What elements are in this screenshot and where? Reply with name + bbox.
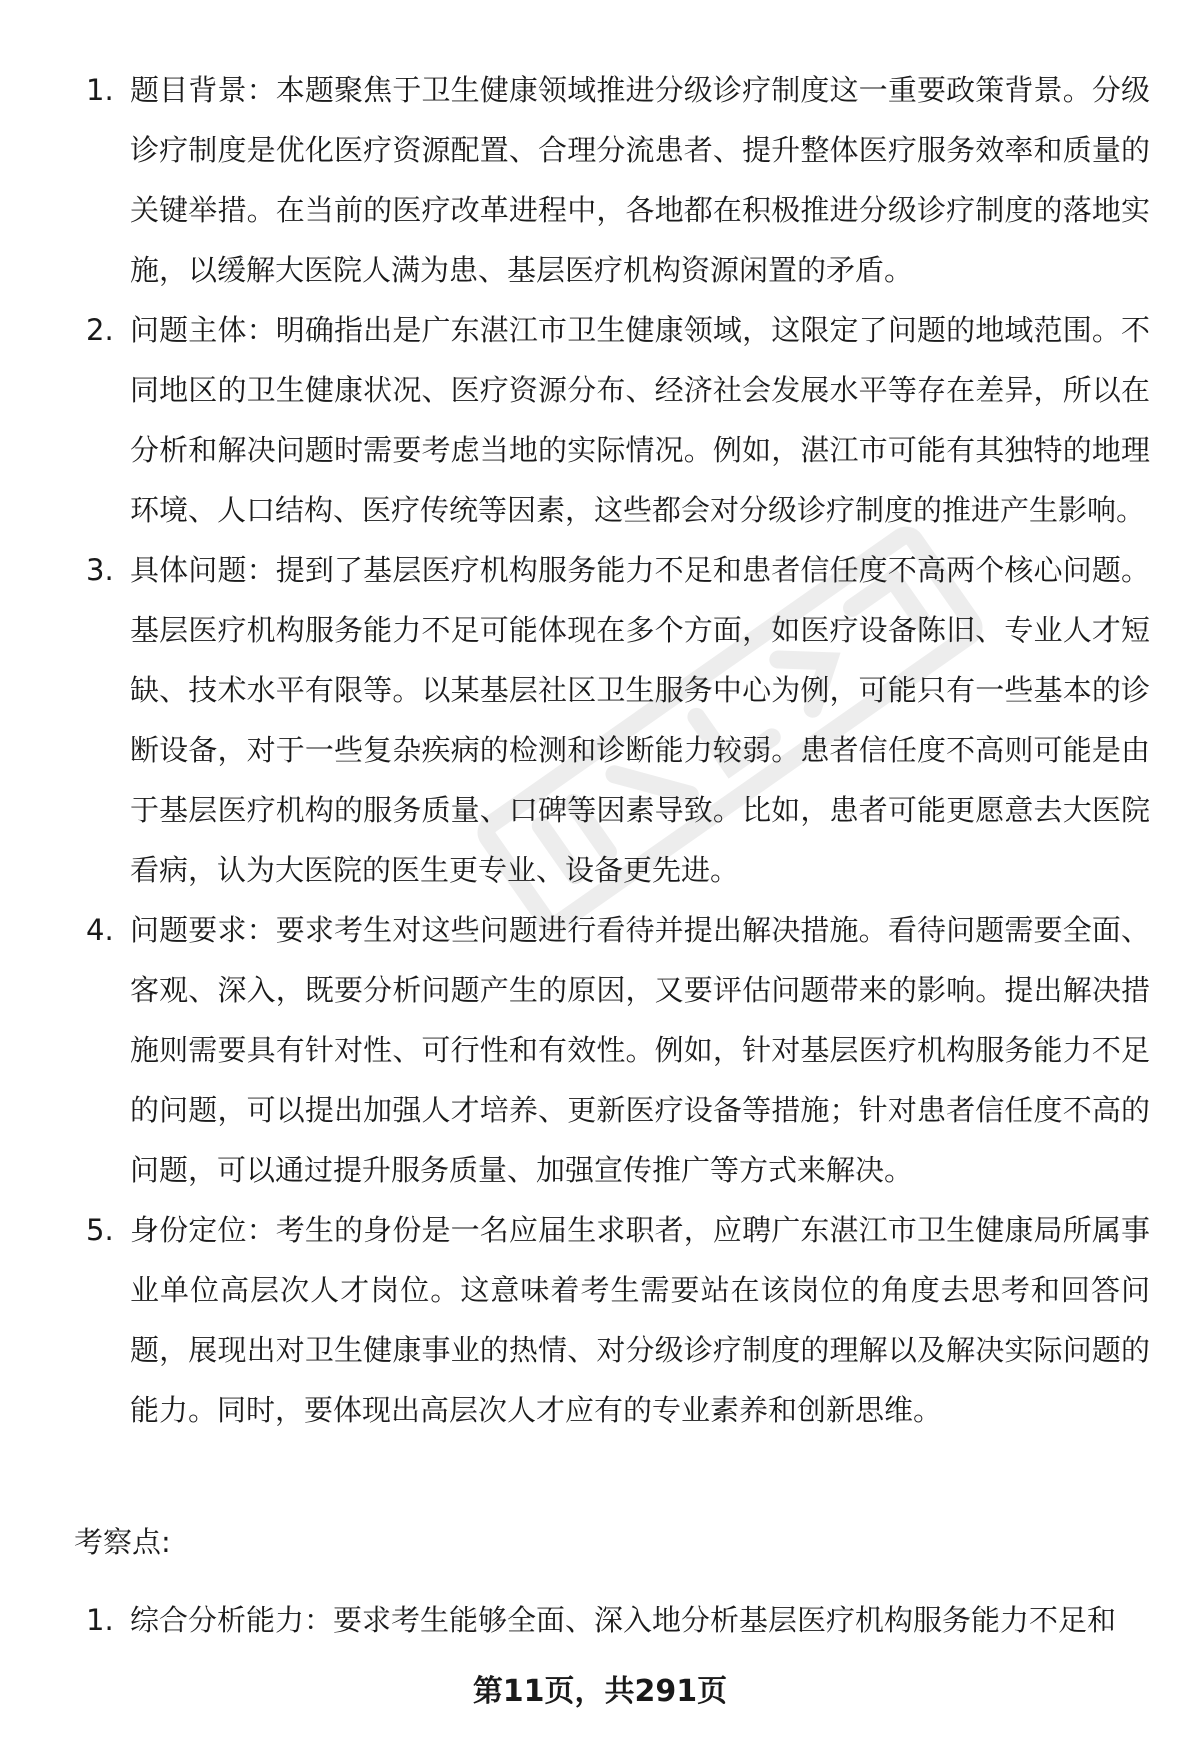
item-number: 2.: [86, 313, 114, 347]
item-number: 5.: [86, 1213, 114, 1247]
item-text: 问题主体：明确指出是广东湛江市卫生健康领域，这限定了问题的地域范围。不同地区的卫生健康状况、医疗资源分布、经济社会发展水平等存在差异，所以在分析和解决问题时需要考虑当地的实际情况。例如，湛江市可能有其独特的地理环境、人口结构、医疗传统等因素，这些都会对分级诊疗制度的推进产生影响。: [130, 313, 1150, 527]
section-title: 考察点:: [74, 1525, 171, 1559]
list-item: [80, 300, 1150, 540]
list-item: [80, 900, 1150, 1200]
analysis-list: [80, 60, 1150, 1440]
item-text: 综合分析能力：要求考生能够全面、深入地分析基层医疗机构服务能力不足和: [130, 1603, 1117, 1637]
item-text: 身份定位：考生的身份是一名应届生求职者，应聘广东湛江市卫生健康局所属事业单位高层次人才岗位。这意味着考生需要站在该岗位的角度去思考和回答问题，展现出对卫生健康事业的热情、对分级诊疗制度的理解以及解决实际问题的能力。同时，要体现出高层次人才应有的专业素养和创新思维。: [130, 1213, 1150, 1427]
item-number: 1.: [86, 1603, 114, 1637]
item-text: 题目背景：本题聚焦于卫生健康领域推进分级诊疗制度这一重要政策背景。分级诊疗制度是优化医疗资源配置、合理分流患者、提升整体医疗服务效率和质量的关键举措。在当前的医疗改革进程中，各地都在积极推进分级诊疗制度的落地实施，以缓解大医院人满为患、基层医疗机构资源闲置的矛盾。: [130, 73, 1150, 287]
item-number: 1.: [86, 73, 114, 107]
item-number: 4.: [86, 913, 114, 947]
points-list: [80, 1590, 1150, 1650]
page-number-footer: 第11页，共291页: [472, 1674, 728, 1709]
list-item: [80, 60, 1150, 300]
item-text: 具体问题：提到了基层医疗机构服务能力不足和患者信任度不高两个核心问题。基层医疗机构服务能力不足可能体现在多个方面，如医疗设备陈旧、专业人才短缺、技术水平有限等。以某基层社区卫生服务中心为例，可能只有一些基本的诊断设备，对于一些复杂疾病的检测和诊断能力较弱。患者信任度不高则可能是由于基层医疗机构的服务质量、口碑等因素导致。比如，患者可能更愿意去大医院看病，认为大医院的医生更专业、设备更先进。: [130, 553, 1150, 887]
list-item: [80, 1590, 1150, 1650]
item-number: 3.: [86, 553, 114, 587]
list-item: [80, 1200, 1150, 1440]
list-item: [80, 540, 1150, 900]
item-text: 问题要求：要求考生对这些问题进行看待并提出解决措施。看待问题需要全面、客观、深入，既要分析问题产生的原因，又要评估问题带来的影响。提出解决措施则需要具有针对性、可行性和有效性。例如，针对基层医疗机构服务能力不足的问题，可以提出加强人才培养、更新医疗设备等措施；针对患者信任度不高的问题，可以通过提升服务质量、加强宣传推广等方式来解决。: [130, 913, 1150, 1187]
